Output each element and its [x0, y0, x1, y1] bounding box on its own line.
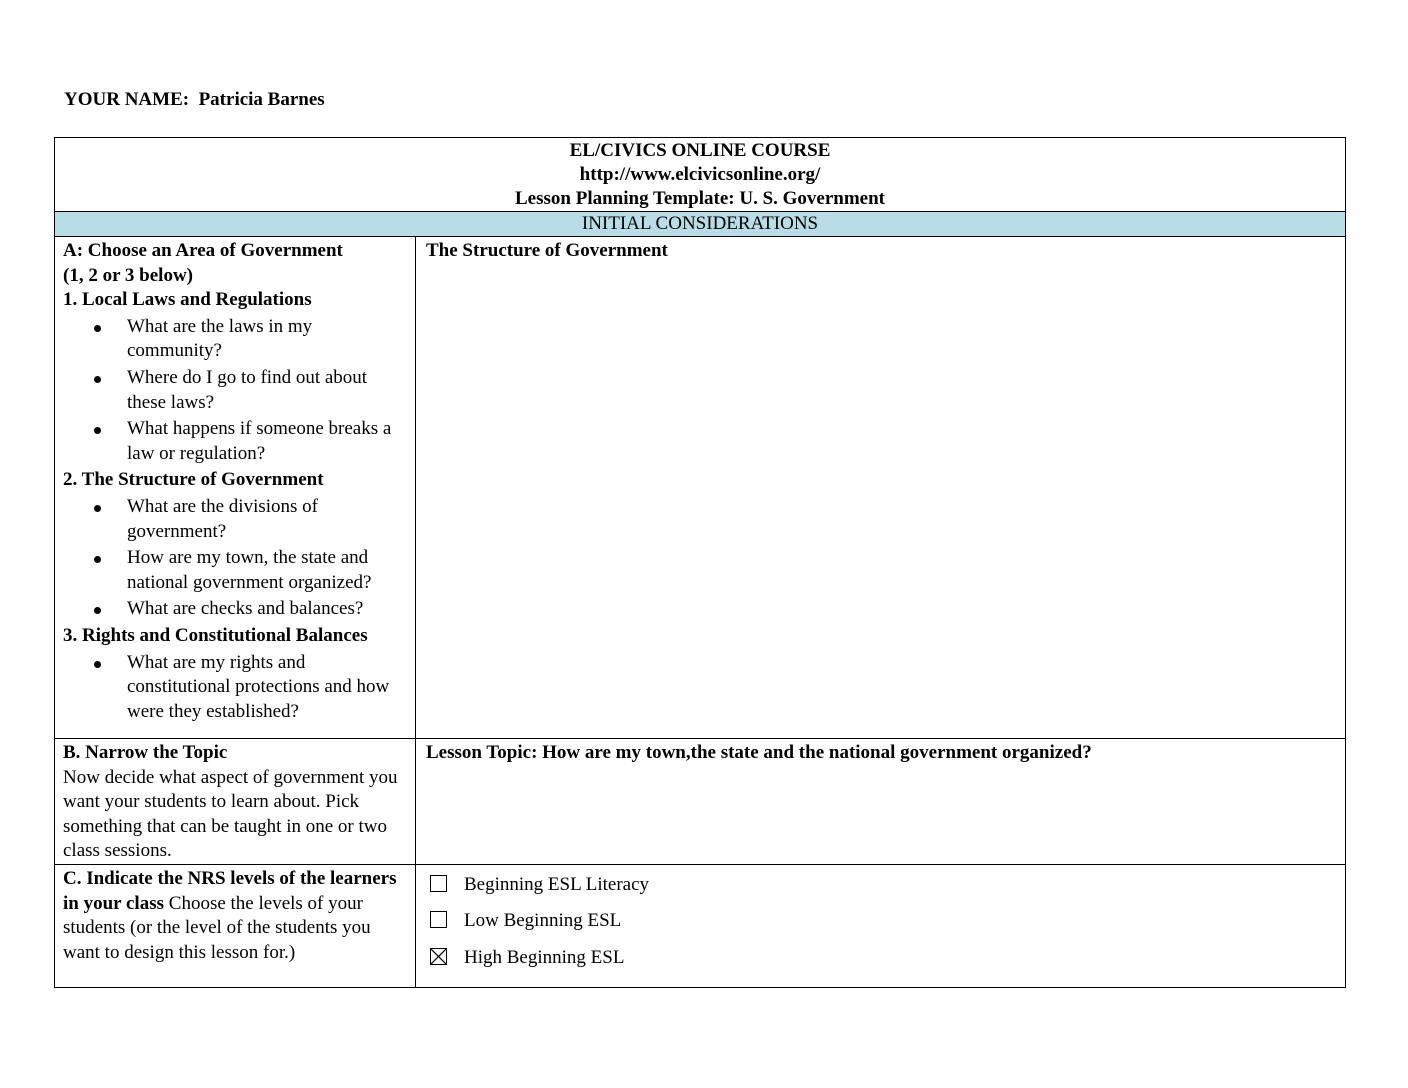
- section-b-prompt: [55, 739, 416, 865]
- template-title: Lesson Planning Template: U. S. Government: [515, 188, 886, 209]
- group-heading-2: 2. The Structure of Government: [63, 469, 324, 491]
- level-option[interactable]: [426, 867, 1335, 904]
- bullet-icon: [94, 325, 101, 332]
- section-a-answer-cell[interactable]: [416, 237, 1346, 739]
- level-label: Low Beginning ESL: [464, 910, 622, 932]
- checkbox-checked-icon[interactable]: [430, 948, 447, 965]
- lesson-planning-table: [54, 137, 1346, 988]
- checkbox-unchecked-icon[interactable]: [430, 875, 447, 892]
- name-line: [64, 89, 325, 111]
- section-b-description: Now decide what aspect of government you want your students to learn about. Pick something that can be taught in one or two class sessions.: [63, 766, 398, 862]
- bullet-icon: [94, 376, 101, 383]
- bullet-icon: [94, 505, 101, 512]
- section-c-title: C. Indicate the NRS levels of the learners in your class: [63, 867, 397, 914]
- bullet-icon: [94, 607, 101, 614]
- list-item: What are the divisions of government?: [127, 495, 407, 544]
- bullet-icon: [94, 556, 101, 563]
- name-value: Patricia Barnes: [198, 89, 325, 110]
- group-heading-3: 3. Rights and Constitutional Balances: [63, 624, 368, 646]
- section-c-prompt: [55, 864, 416, 987]
- section-b-title: B. Narrow the Topic: [63, 742, 228, 763]
- section-a-subtitle: (1, 2 or 3 below): [63, 264, 193, 286]
- level-label: Beginning ESL Literacy: [464, 873, 650, 895]
- group-3-list: [63, 651, 407, 725]
- lesson-topic: Lesson Topic: How are my town,the state and the national government organized?: [426, 742, 1092, 763]
- group-1-list: [63, 315, 407, 467]
- list-item: What are checks and balances?: [127, 597, 407, 622]
- section-c-description: Choose the levels of your students (or the level of the students you want to design this lesson for.): [63, 892, 371, 963]
- section-a-answer: The Structure of Government: [426, 240, 668, 261]
- nrs-levels-cell: [416, 864, 1346, 987]
- level-label: High Beginning ESL: [464, 946, 625, 968]
- list-item: What are the laws in my community?: [127, 315, 407, 364]
- course-title: EL/CIVICS ONLINE COURSE: [569, 140, 831, 161]
- course-header: [55, 138, 1346, 212]
- list-item: Where do I go to find out about these laws?: [127, 366, 407, 415]
- list-item: How are my town, the state and national government organized?: [127, 546, 407, 595]
- level-option[interactable]: [426, 940, 1335, 977]
- group-heading-1: 1. Local Laws and Regulations: [63, 289, 312, 311]
- section-a-prompt: [55, 237, 416, 739]
- bullet-icon: [94, 661, 101, 668]
- section-title-bar: INITIAL CONSIDERATIONS: [55, 212, 1346, 237]
- list-item: What are my rights and constitutional protections and how were they established?: [127, 651, 407, 725]
- section-b-answer-cell[interactable]: [416, 739, 1346, 865]
- group-2-list: [63, 495, 407, 622]
- list-item: What happens if someone breaks a law or regulation?: [127, 417, 407, 466]
- section-a-title: A: Choose an Area of Government: [63, 240, 343, 261]
- checkbox-unchecked-icon[interactable]: [430, 911, 447, 928]
- bullet-icon: [94, 427, 101, 434]
- course-url[interactable]: http://www.elcivicsonline.org/: [579, 164, 821, 185]
- level-option[interactable]: [426, 903, 1335, 940]
- name-label: YOUR NAME:: [64, 89, 190, 110]
